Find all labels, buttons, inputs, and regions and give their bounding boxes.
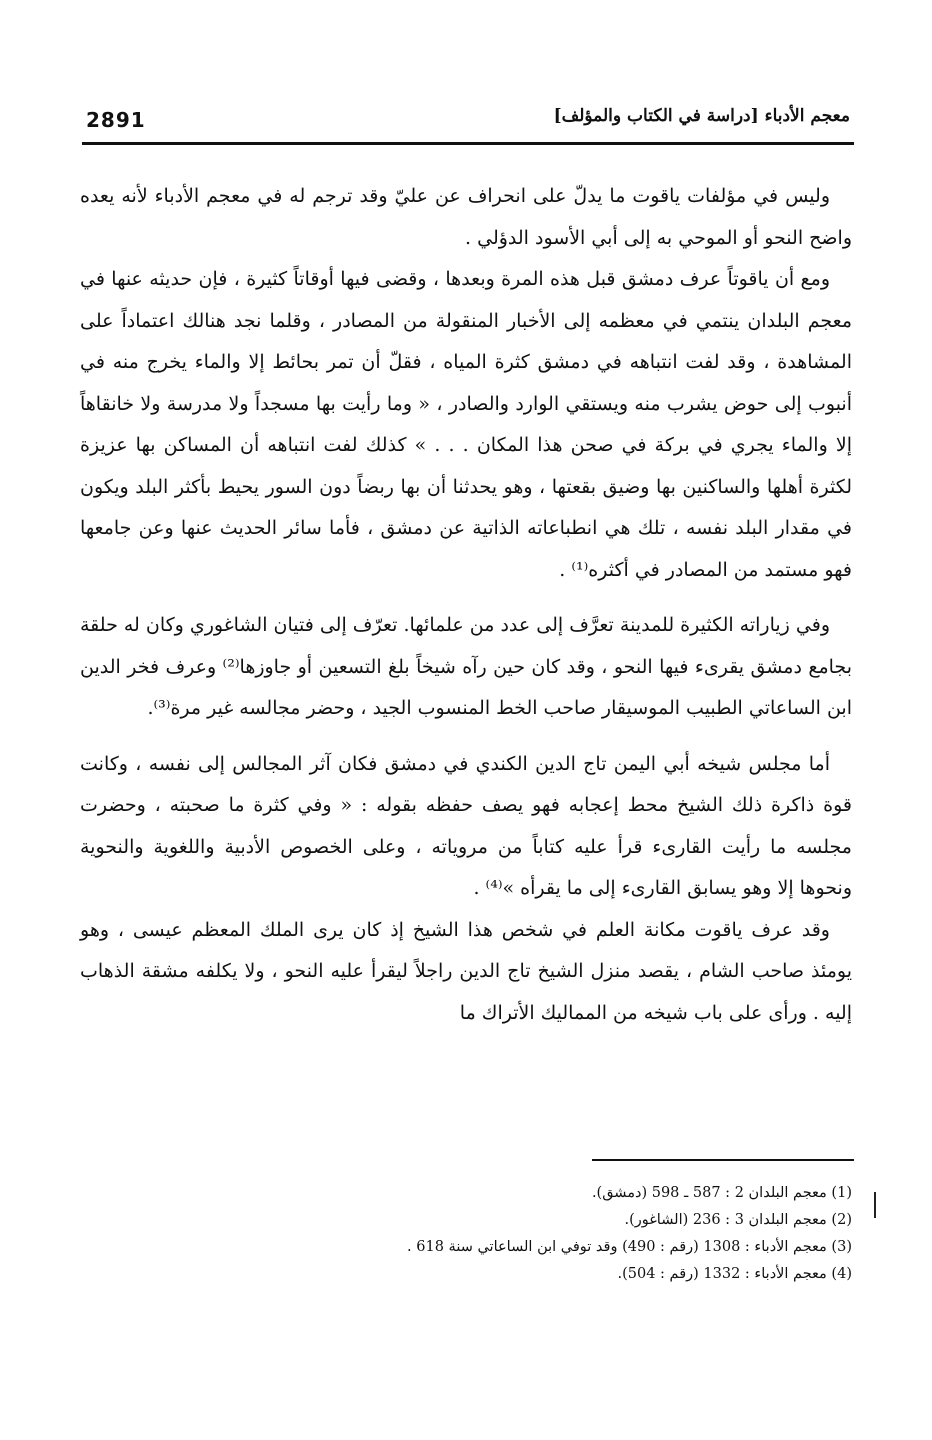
footnote-rule bbox=[592, 1159, 854, 1161]
paragraph-3: وفي زياراته الكثيرة للمدينة تعرَّف إلى عدد من علمائها. تعرّف إلى فتيان الشاغوري وكان له حلقة بجامع دمشق يقرىء فيها النحو ، وقد كان حين رآه شيخاً بلغ التسعين أو جاوزها⁽²⁾ وعرف فخر الدين ابن الساعاتي الطبيب الموسيقار صاحب الخط المنسوب الجيد ، وحضر مجالسه غير مرة⁽³⁾. bbox=[79, 614, 852, 719]
page-header bbox=[82, 100, 852, 140]
footnote-4: (4) معجم الأدباء : 1332 (رقم : 504). bbox=[617, 1266, 852, 1282]
footnotes bbox=[300, 1180, 852, 1288]
paragraph-2: ومع أن ياقوتاً عرف دمشق قبل هذه المرة وبعدها ، وقضى فيها أوقاتاً كثيرة ، فإن حديثه عنها في معجم البلدان ينتمي في معظمه إلى الأخبار المنقولة من المصادر ، وقلما نجد هنالك اعتماداً على المشاهدة ، وقد لفت انتباهه في دمشق كثرة المياه ، فقلّ أن تمر بحائط إلا والماء يخرج منه في أنبوب إلى حوض يشرب منه ويستقي الوارد والصادر ، « وما رأيت بها مسجداً ولا مدرسة ولا خانقاهاً إلا والماء يجري في بركة في صحن هذا المكان . . . » كذلك لفت انتباهه أن المساكن بها عزيزة لكثرة أهلها والساكنين بها وضيق بقعتها ، وهو يحدثنا أن بها ربضاً دون السور يحيط بأكثر البلد ويكون في مقدار البلد نفسه ، تلك هي انطباعاته الذاتية عن دمشق ، فأما سائر الحديث عنها وعن جامعها فهو مستمد من المصادر في أكثره⁽¹⁾ . bbox=[80, 268, 852, 581]
paragraph-4: أما مجلس شيخه أبي اليمن تاج الدين الكندي في دمشق فكان آثر المجالس إلى نفسه ، وكانت قوة ذاكرة ذلك الشيخ محط إعجابه فهو يصف حفظه بقوله : « وفي كثرة ما صحبته ، وحضرت مجلسه ما رأيت القارىء قرأ عليه كتاباً من مروياته ، وعلى الخصوص الأدبية واللغوية والنحوية ونحوها إلا وهو يسابق القارىء إلى ما يقرأه »⁽⁴⁾ . bbox=[80, 752, 852, 899]
paragraph-5: وقد عرف ياقوت مكانة العلم في شخص هذا الشيخ إذ كان يرى الملك المعظم عيسى ، وهو يومئذ صاحب الشام ، يقصد منزل الشيخ تاج الدين راجلاً ليقرأ عليه النحو ، ولا يكلفه مشقة الذهاب إليه . ورأى على باب شيخه من المماليك الأتراك ما bbox=[80, 918, 852, 1024]
running-title: معجم الأدباء [دراسة في الكتاب والمؤلف] bbox=[553, 106, 850, 126]
footnote-2: (2) معجم البلدان 3 : 236 (الشاغور). bbox=[624, 1212, 852, 1228]
body-text bbox=[80, 176, 852, 1034]
footnote-1: (1) معجم البلدان 2 : 587 ـ 598 (دمشق). bbox=[591, 1185, 852, 1201]
header-rule bbox=[82, 142, 854, 145]
margin-mark bbox=[874, 1192, 876, 1218]
footnote-3: (3) معجم الأدباء : 1308 (رقم : 490) وقد توفي ابن الساعاتي سنة 618 . bbox=[407, 1239, 852, 1255]
paragraph-1: وليس في مؤلفات ياقوت ما يدلّ على انحراف عن عليّ وقد ترجم له في معجم الأدباء لأنه يعده واضح النحو أو الموحي به إلى أبي الأسود الدؤلي . bbox=[80, 185, 852, 249]
page-number: 2891 bbox=[86, 108, 146, 132]
